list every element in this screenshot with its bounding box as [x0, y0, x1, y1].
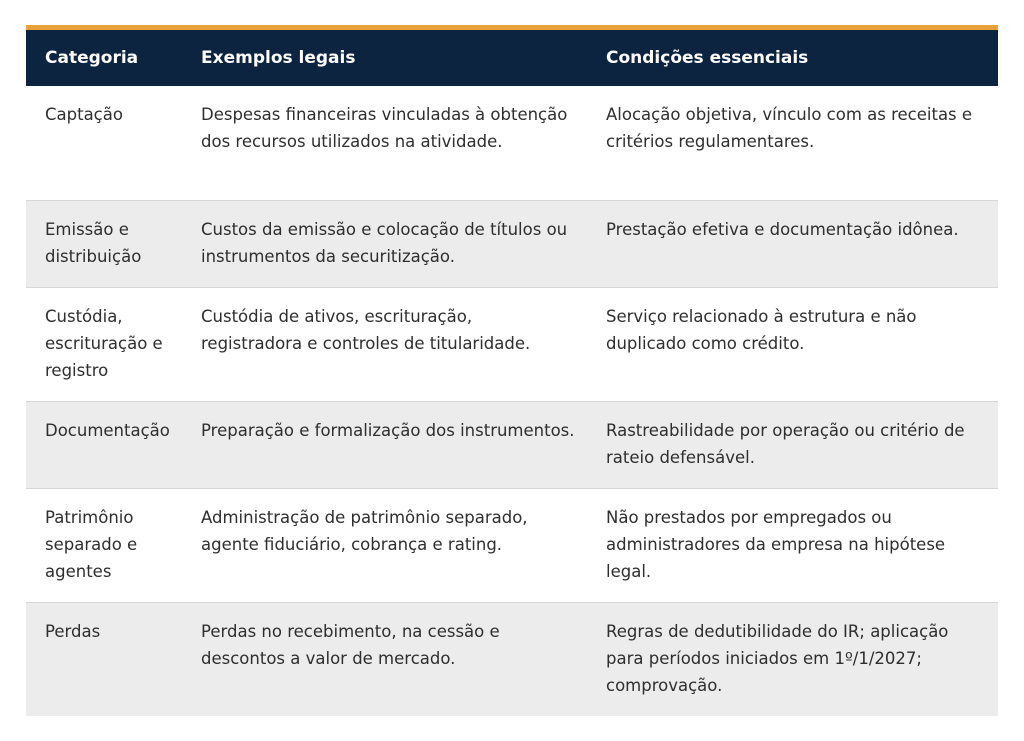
header-condicoes-essenciais: Condições essenciais: [606, 48, 809, 68]
cell-exemplos: Preparação e formalização dos instrumentos.: [201, 420, 575, 440]
header-categoria: Categoria: [45, 48, 139, 68]
cell-condicoes: Regras de dedutibilidade do IR; aplicação para períodos iniciados em 1º/1/2027; comprovação.: [606, 621, 949, 695]
table-row: [26, 401, 998, 488]
cell-exemplos: Perdas no recebimento, na cessão e descontos a valor de mercado.: [201, 621, 500, 668]
table-body: [26, 86, 998, 716]
table-row: [26, 200, 998, 287]
cell-exemplos: Custódia de ativos, escrituração, registradora e controles de titularidade.: [201, 306, 531, 353]
cell-categoria: Documentação: [45, 420, 170, 440]
cell-categoria: Custódia, escrituração e registro: [45, 306, 163, 380]
header-row: [26, 30, 998, 86]
cell-exemplos: Custos da emissão e colocação de títulos ou instrumentos da securitização.: [201, 219, 568, 266]
cell-categoria: Perdas: [45, 621, 101, 641]
deductible-expenses-table-container: [26, 25, 998, 716]
table-row: [26, 86, 998, 200]
header-exemplos-legais: Exemplos legais: [201, 48, 356, 68]
cell-condicoes: Alocação objetiva, vínculo com as receitas e critérios regulamentares.: [606, 105, 973, 151]
cell-categoria: Patrimônio separado e agentes: [45, 507, 138, 581]
cell-condicoes: Serviço relacionado à estrutura e não duplicado como crédito.: [606, 306, 917, 353]
cell-condicoes: Não prestados por empregados ou administradores da empresa na hipótese legal.: [606, 507, 946, 581]
cell-categoria: Captação: [45, 105, 123, 124]
cell-condicoes: Prestação efetiva e documentação idônea.: [606, 219, 959, 239]
table-row: [26, 602, 998, 716]
cell-exemplos: Despesas financeiras vinculadas à obtenção dos recursos utilizados na atividade.: [201, 105, 568, 151]
cell-categoria: Emissão e distribuição: [45, 219, 142, 266]
table-header: [26, 30, 998, 86]
deductible-expenses-table: [26, 30, 998, 716]
table-row: [26, 488, 998, 602]
cell-condicoes: Rastreabilidade por operação ou critério de rateio defensável.: [606, 420, 965, 467]
table-row: [26, 287, 998, 401]
cell-exemplos: Administração de patrimônio separado, agente fiduciário, cobrança e rating.: [201, 507, 528, 554]
